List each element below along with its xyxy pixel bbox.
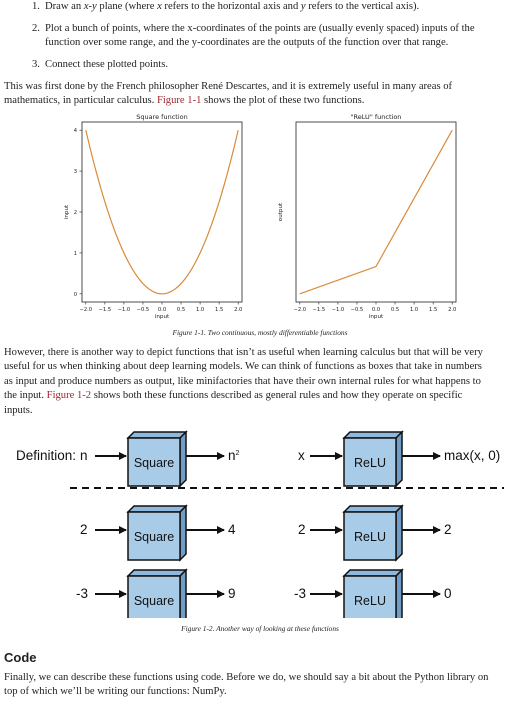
figure-caption: Figure 1-1. Two continuous, mostly differentiable functions <box>172 328 348 337</box>
output-value: max(x, 0) <box>444 448 501 463</box>
x-tick-label: −1.5 <box>312 307 326 313</box>
x-tick-label: −0.5 <box>350 307 364 313</box>
square-box <box>128 506 186 560</box>
section-heading: Code <box>4 650 37 665</box>
definition-label: Definition: <box>16 448 77 463</box>
square-box <box>128 570 186 618</box>
x-tick-label: 2.0 <box>448 307 457 313</box>
y-tick-label: 4 <box>73 128 77 135</box>
plot-frame <box>296 122 456 302</box>
x-tick-label: −1.0 <box>331 307 345 313</box>
relu-box <box>344 432 402 486</box>
x-tick-label: −2.0 <box>293 307 307 313</box>
x-tick-label: −2.0 <box>79 307 93 313</box>
output-value: $n^2$ <box>228 448 240 463</box>
x-tick-label: −0.5 <box>136 307 150 313</box>
output-value: 0 <box>444 586 452 601</box>
y-tick-label: 0 <box>73 291 77 298</box>
x-tick-label: −1.0 <box>117 307 131 313</box>
chart-title: "ReLU" function <box>350 113 402 121</box>
x-tick-label: 1.0 <box>195 307 205 313</box>
output-value: 9 <box>228 586 236 601</box>
output-value: 2 <box>444 522 452 537</box>
svg-text:ReLU: ReLU <box>354 456 386 470</box>
figure-caption: Figure 1-2. Another way of looking at these functions <box>181 624 339 633</box>
x-tick-label: 0.0 <box>371 307 381 313</box>
chart-title: Square function <box>136 113 188 121</box>
function-box-diagram <box>0 418 520 618</box>
svg-text:Square: Square <box>133 530 175 544</box>
output-value: 4 <box>228 522 236 537</box>
square-function-chart <box>58 110 258 325</box>
svg-text:ReLU: ReLU <box>354 594 386 608</box>
svg-text:ReLU: ReLU <box>354 530 386 544</box>
plot-frame <box>82 122 242 302</box>
x-tick-label: 2.0 <box>234 307 243 313</box>
input-value: n <box>80 448 88 463</box>
input-value: -3 <box>76 586 89 601</box>
x-tick-label: 1.0 <box>409 307 419 313</box>
x-axis-label: input <box>368 314 384 320</box>
x-tick-label: 1.5 <box>429 307 438 313</box>
body-paragraph: This was first done by the French philosopher René Descartes, and it is extremely useful in many areas of mathematics, in particular calculus. Figure 1-1 shows the plot of these two functions. <box>4 81 453 107</box>
x-tick-label: −1.5 <box>98 307 112 313</box>
x-tick-label: 0.5 <box>390 307 400 313</box>
svg-text:Square: Square <box>133 456 175 470</box>
input-value: -3 <box>294 586 307 601</box>
y-axis-label: input <box>64 204 70 220</box>
relu-box <box>344 570 402 618</box>
x-tick-label: 1.5 <box>215 307 224 313</box>
y-tick-label: 1 <box>73 250 77 257</box>
relu-function-chart <box>272 110 472 325</box>
figure-link[interactable]: Figure 1-2 <box>46 390 92 402</box>
y-tick-label: 3 <box>73 169 77 176</box>
x-axis-label: input <box>154 314 170 320</box>
x-tick-label: 0.5 <box>176 307 186 313</box>
body-paragraph: Finally, we can describe these functions using code. Before we do, we should say a bit about the Python library on top of which we’ll be writing our functions: NumPy. <box>4 672 489 698</box>
y-tick-label: 2 <box>73 210 77 216</box>
y-axis-label: output <box>278 202 284 222</box>
input-value: x <box>298 448 305 463</box>
input-value: 2 <box>80 522 88 537</box>
square-box <box>128 432 186 486</box>
relu-box <box>344 506 402 560</box>
body-paragraph: However, there is another way to depict functions that isn’t as useful when learning calculus but that will be very useful for us when thinking about deep learning models. We can think of functions as boxes that take in numbers as input and produce numbers as output, like minifactories that have their own internal rules for what happens to the input. Figure 1-2 shows both these functions described as general rules and how they operate on specific inputs. <box>4 347 483 416</box>
svg-text:Square: Square <box>133 594 175 608</box>
figure-link[interactable]: Figure 1-1 <box>156 95 202 107</box>
input-value: 2 <box>298 522 306 537</box>
x-tick-label: 0.0 <box>157 307 167 313</box>
